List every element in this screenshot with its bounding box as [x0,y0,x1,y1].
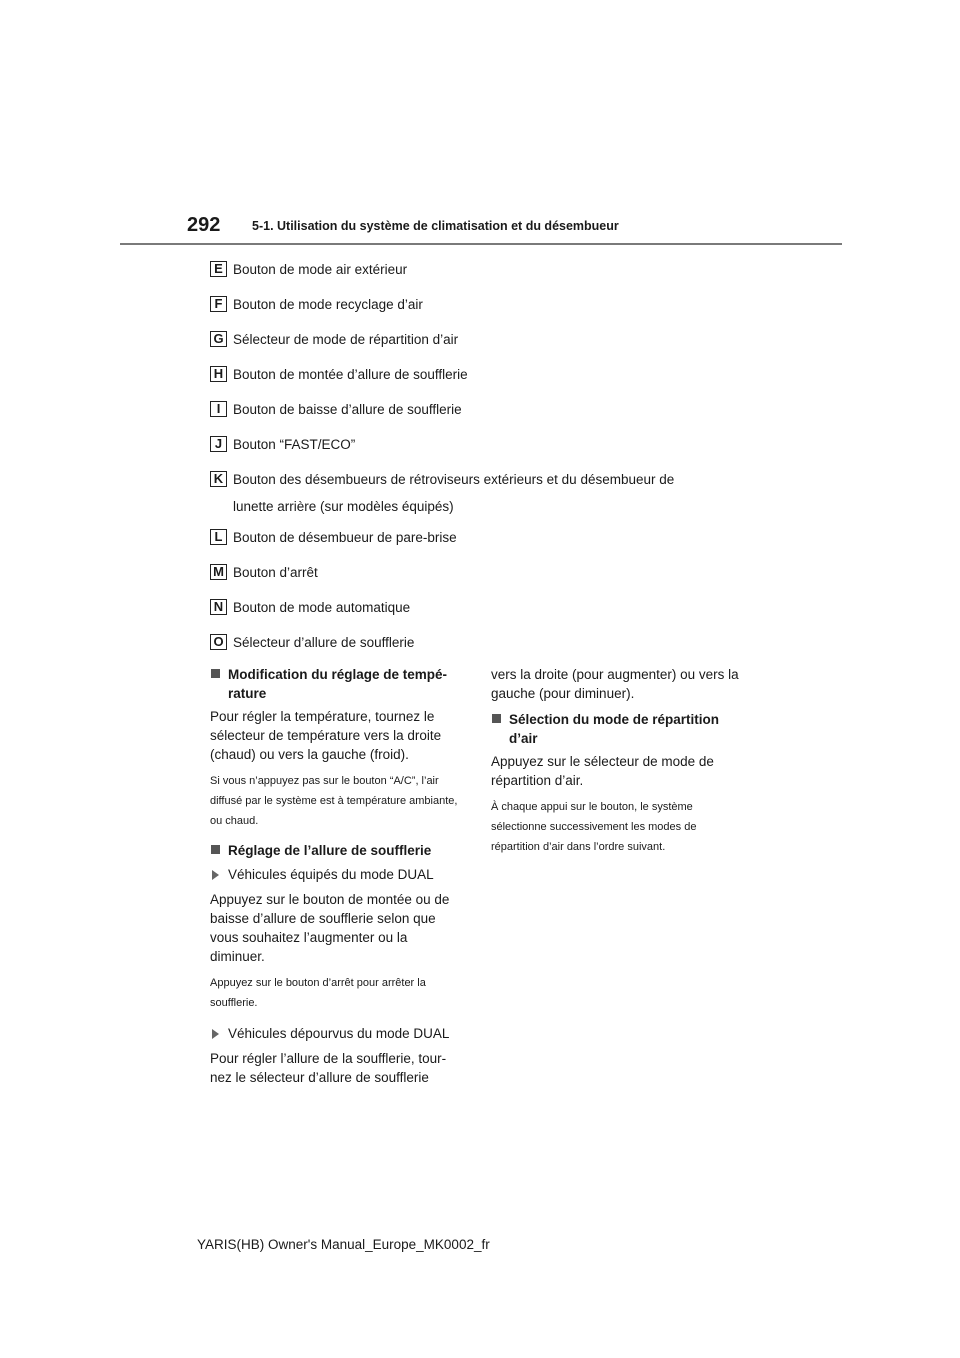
triangle-bullet-icon [212,1029,219,1039]
sub-heading-text: Véhicules équipés du mode DUAL [228,867,434,882]
sub-heading-text: Véhicules dépourvus du mode DUAL [228,1026,450,1041]
legend-text-line: lunette arrière (sur modèles équipés) [233,499,454,514]
square-bullet-icon [211,669,220,678]
legend-text: Bouton de mode recyclage d’air [233,297,423,312]
page-number: 292 [187,214,221,236]
legend-text: Bouton de mode automatique [233,600,411,615]
callout-letter: F [210,296,227,312]
callout-letter: E [210,261,227,277]
heading-text: Réglage de l’allure de soufflerie [228,843,432,858]
body-paragraph: vers la droite (pour augmenter) ou vers la gauche (pour diminuer). [491,667,739,701]
legend-text [233,466,753,520]
square-bullet-icon [211,845,220,854]
header-rule [120,243,842,245]
note-paragraph: À chaque appui sur le bouton, le système sélectionne successivement les modes de répartition d’air dans l’ordre suivant. [491,801,697,853]
legend-text-line: Bouton des désembueurs de rétroviseurs extérieurs et du désembueur de [233,472,675,487]
legend-text: Sélecteur d’allure de soufflerie [233,635,415,650]
section-heading [491,710,746,748]
legend-item [210,634,770,669]
callout-letter: O [210,634,227,650]
callout-letter: K [210,471,227,487]
callout-letter: J [210,436,227,452]
section-heading [210,665,465,703]
body-paragraph: Pour régler la température, tournez le sélecteur de température vers la droite (chaud) ou vers la gauche (froid). [210,709,442,762]
heading-text: Sélection du mode de répartition d’air [509,712,720,746]
triangle-bullet-icon [212,870,219,880]
sub-heading [210,864,465,886]
legend-text: Bouton “FAST/ECO” [233,437,356,452]
section-heading [210,841,465,860]
note-paragraph: Appuyez sur le bouton d’arrêt pour arrêter la soufflerie. [210,977,426,1009]
page-footer: YARIS(HB) Owner's Manual_Europe_MK0002_fr [197,1237,490,1252]
body-paragraph: Appuyez sur le bouton de montée ou de baisse d’allure de soufflerie selon que vous souhaitez l’augmenter ou la diminuer. [210,892,450,964]
note-paragraph: Si vous n’appuyez pas sur le bouton “A/C”, l’air diffusé par le système est à température ambiante, ou chaud. [210,775,458,827]
body-paragraph: Appuyez sur le sélecteur de mode de répartition d’air. [491,754,714,788]
section-title: 5-1. Utilisation du système de climatisation et du désembueur [252,219,619,233]
page-header [120,212,842,248]
sub-heading [210,1023,465,1045]
heading-text: Modification du réglage de tempé-rature [228,667,448,701]
callout-letter: N [210,599,227,615]
legend-text: Sélecteur de mode de répartition d’air [233,332,459,347]
square-bullet-icon [492,714,501,723]
legend-text: Bouton de mode air extérieur [233,262,408,277]
callout-letter: G [210,331,227,347]
legend-text: Bouton d’arrêt [233,565,318,580]
legend-text: Bouton de désembueur de pare-brise [233,530,457,545]
callout-legend [210,261,770,669]
callout-letter: H [210,366,227,382]
callout-letter: L [210,529,227,545]
legend-text: Bouton de baisse d’allure de soufflerie [233,402,462,417]
legend-item [210,471,770,529]
right-column [491,665,746,867]
left-column [210,665,465,1094]
body-paragraph: Pour régler l’allure de la soufflerie, tour-nez le sélecteur d’allure de soufflerie [210,1051,447,1085]
legend-text: Bouton de montée d’allure de soufflerie [233,367,468,382]
callout-letter: M [210,564,227,580]
callout-letter: I [210,401,227,417]
